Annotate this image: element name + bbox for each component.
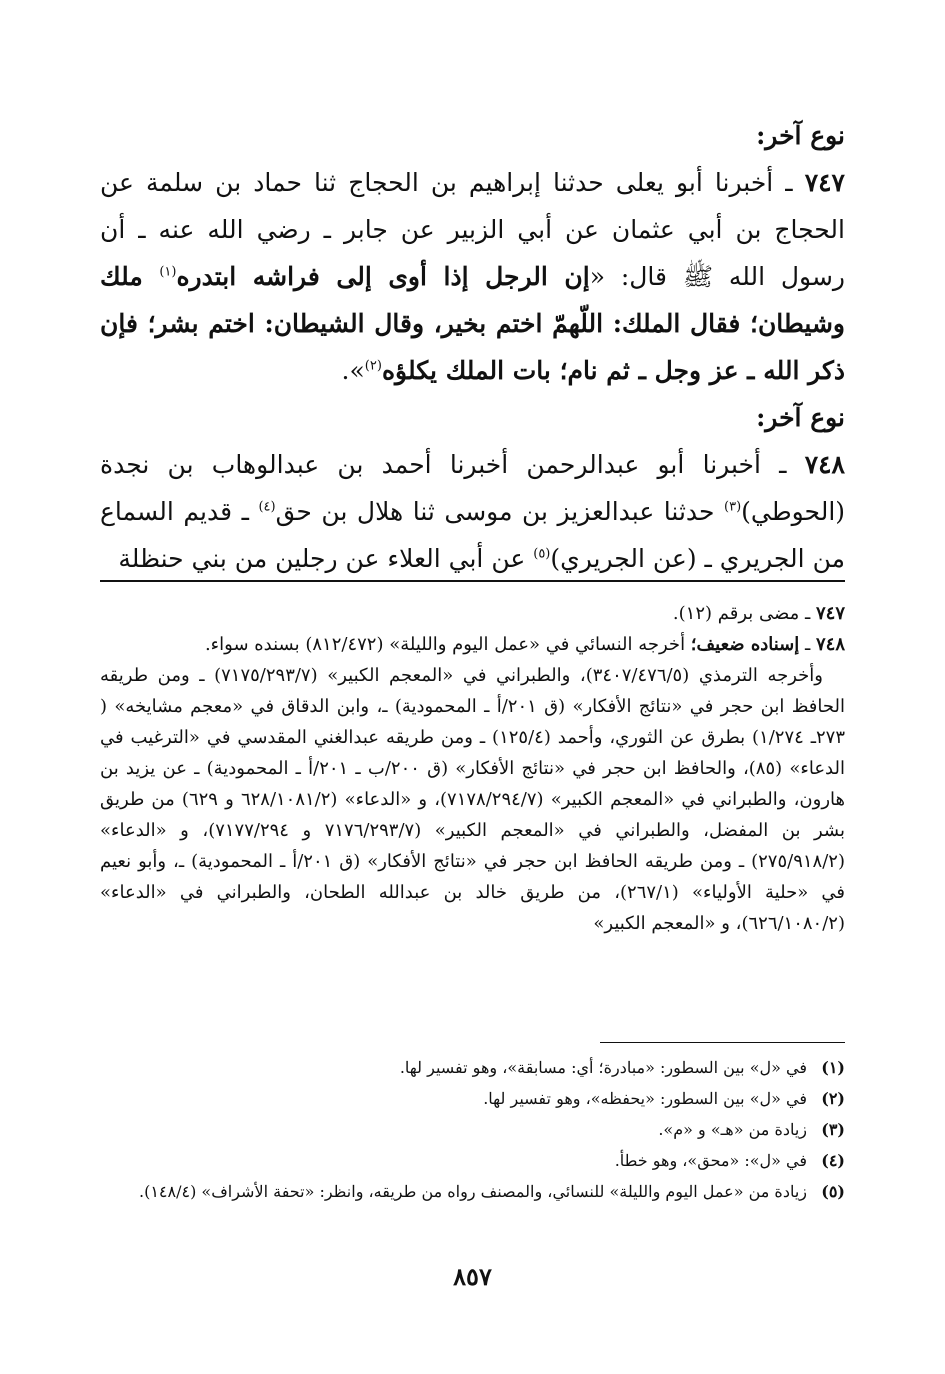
separator-rule <box>100 580 845 582</box>
takhrij-text: أخرجه النسائي في «عمل اليوم والليلة» (٨١٢/٤٧٢) بسنده سواء. <box>204 634 691 655</box>
footnote-mark: (١) <box>821 1058 845 1077</box>
footnote-mark: (٤) <box>821 1151 845 1170</box>
takhrij-grade: إسناده ضعيف؛ <box>690 634 800 655</box>
footnote-text: زيادة من «عمل اليوم والليلة» للنسائي، والمصنف رواه من طريقه، وانظر: «تحفة الأشراف» (١٤٨/٤). <box>138 1182 807 1201</box>
footnote-mark: (٢) <box>821 1089 845 1108</box>
footnote-text: زيادة من «هـ» و «م». <box>658 1120 807 1139</box>
hadith-isnad: ـ أخبرنا أبو يعلى حدثنا إبراهيم بن الحجاج ثنا حماد بن سلمة عن الحجاج بن أبي عثمان عن أبي الزبير عن جابر ـ رضي الله عنه ـ أن رسول الله ﷺ قال: « <box>100 168 845 291</box>
footnote-item <box>100 1083 845 1114</box>
hadith-matn: ملك وشيطان؛ فقال الملك: اللّهمّ اختم بخير، وقال الشيطان: اختم بشر؛ فإن ذكر الله ـ عز وجل ـ ثم نام؛ بات الملك يكلؤه <box>100 262 845 385</box>
footnote-text: في «ل» بين السطور: «يحفظه»، وهو تفسير لها. <box>483 1089 807 1108</box>
footnote-mark: (٣) <box>821 1120 845 1139</box>
section-heading: نوع آخر: <box>756 121 845 150</box>
main-text <box>100 112 845 582</box>
takhrij-paragraph: وأخرجه الترمذي (٣٤٠٧/٤٧٦/٥)، والطبراني في «المعجم الكبير» (٧١٧٥/٢٩٣/٧) ـ ومن طريقه الحافظ ابن حجر في «نتائج الأفكار» (ق ٢٠١/أ ـ المحمودية) ـ، وابن الدقاق في «معجم مشايخه» ( ٢٧٣ـ ١/٢٧٤) بطرق عن الثوري، وأحمد (١٢٥/٤) ـ ومن طريقه عبدالغني المقدسي في «الترغيب في الدعاء» (٨٥)، والحافظ ابن حجر في «نتائج الأفكار» (ق ٢٠٠/ب ـ ٢٠١/أ ـ المحمودية) ـ عن يزيد بن هارون، والطبراني في «المعجم الكبير» (٧١٧٨/٢٩٤/٧)، و «الدعاء» (٦٢٨/١٠٨١/٢ و ٦٢٩) من طريق بشر بن المفضل، والطبراني في «المعجم الكبير» (٧١٧٦/٢٩٣/٧ و ٧١٧٧/٢٩٤)، و «الدعاء» (٢٧٥/٩١٨/٢) ـ ومن طريقه الحافظ ابن حجر في «نتائج الأفكار» (ق ٢٠١/أ ـ المحمودية) ـ، وأبو نعيم في «حلية الأولياء» (٢٦٧/١)، من طريق خالد بن عبدالله الطحان، والطبراني في «الدعاء» (٦٢٦/١٠٨٠/٢)، و «المعجم الكبير» <box>100 665 846 934</box>
footnote-ref: (٤) <box>258 499 276 515</box>
footnote-ref: (٥) <box>533 546 551 562</box>
takhrij-748 <box>100 629 845 660</box>
footnote-item <box>100 1176 845 1207</box>
footnote-item <box>100 1114 845 1145</box>
page-number: ٨٥٧ <box>453 1262 492 1291</box>
footnote-ref: (٢) <box>364 358 382 374</box>
hadith-number: ٧٤٨ <box>804 450 845 479</box>
hadith-isnad: ـ أخبرنا أبو عبدالرحمن أخبرنا أحمد بن عبدالوهاب بن نجدة (الحوطي) <box>100 450 846 526</box>
hadith-748 <box>100 441 845 582</box>
takhrij-number: ٧٤٨ <box>815 634 845 655</box>
hadith-747 <box>100 159 845 394</box>
footnote-ref: (٣) <box>724 499 742 515</box>
footnote-mark: (٥) <box>821 1182 845 1201</box>
takhrij-separator: ـ <box>799 634 816 655</box>
hadith-isnad: عن أبي العلاء عن رجلين من بني حنظلة <box>118 544 534 573</box>
takhrij-section <box>100 598 845 939</box>
hadith-number: ٧٤٧ <box>804 168 845 197</box>
footnotes-list <box>100 1052 845 1207</box>
footnote-text: في «ل»: «محق»، وهو خطأ. <box>614 1151 807 1170</box>
footnote-item <box>100 1052 845 1083</box>
takhrij-text: ـ مضى برقم (١٢). <box>672 603 816 624</box>
hadith-matn: إن الرجل إذا أوى إلى فراشه ابتدره <box>176 262 590 291</box>
takhrij-747 <box>100 598 845 629</box>
takhrij-number: ٧٤٧ <box>815 603 845 624</box>
footnote-text: في «ل» بين السطور: «مبادرة؛ أي: مسابقة»، وهو تفسير لها. <box>399 1058 807 1077</box>
hadith-isnad: ـ قديم السماع من الجريري ـ (عن الجريري) <box>100 497 845 573</box>
hadith-end: ». <box>341 356 365 385</box>
footnote-ref: (١) <box>159 264 177 280</box>
footnote-rule <box>600 1042 845 1043</box>
hadith-isnad: حدثنا عبدالعزيز بن موسى ثنا هلال بن حق <box>275 497 725 526</box>
footnote-item <box>100 1145 845 1176</box>
section-heading: نوع آخر: <box>756 403 845 432</box>
